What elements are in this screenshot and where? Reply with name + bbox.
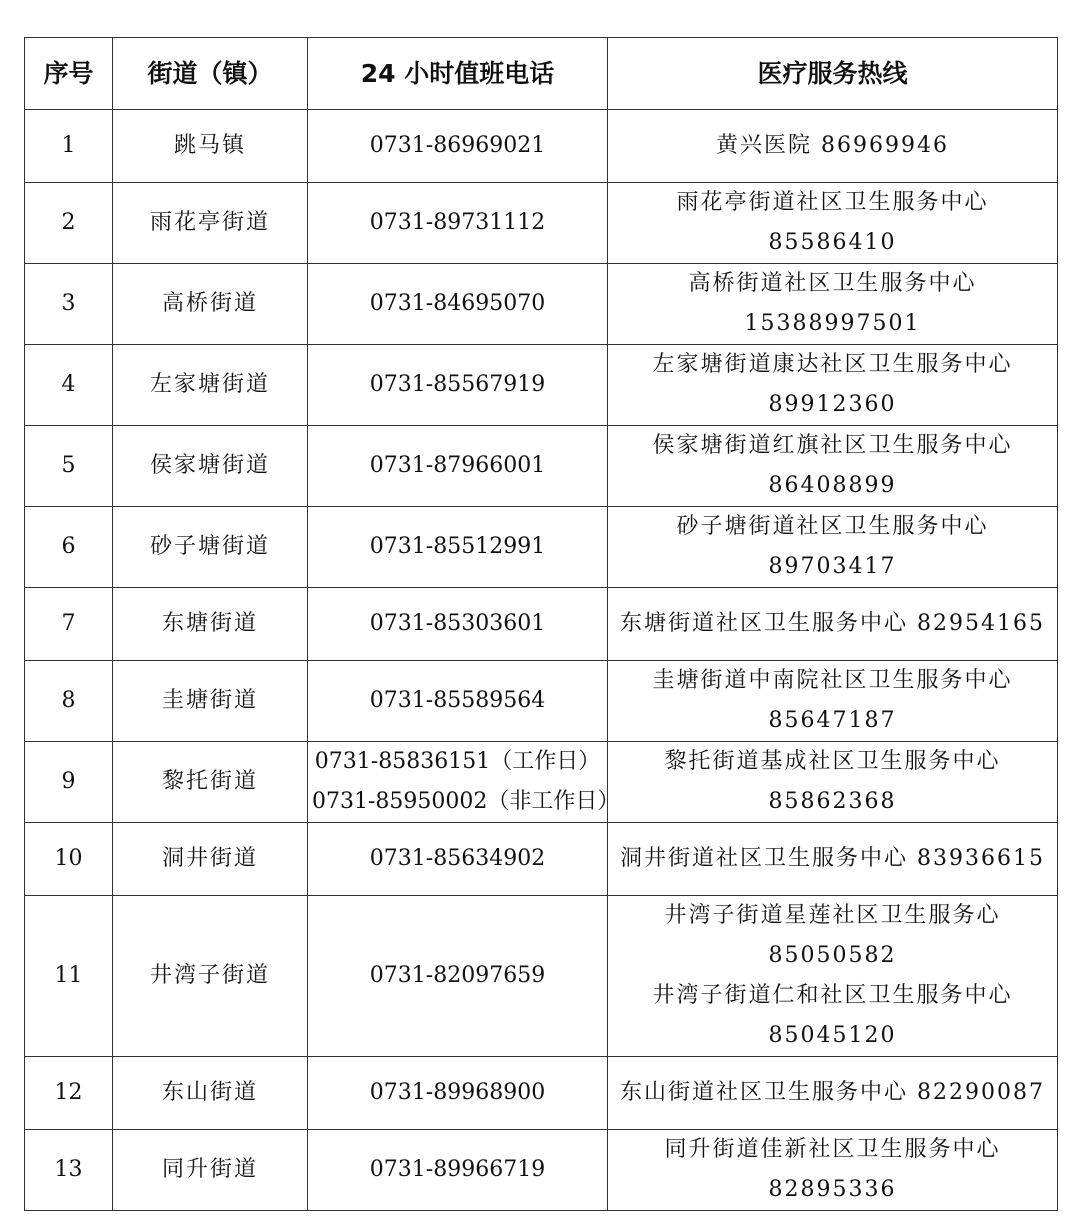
table-header-row (25, 38, 1058, 110)
table-row (25, 588, 1058, 661)
cell-hotline (608, 1057, 1058, 1130)
table-row (25, 1057, 1058, 1130)
cell-hotline (608, 183, 1058, 264)
hotline-line: 85045120 (768, 1023, 897, 1048)
hotline-line: 同升街道佳新社区卫生服务中心 (664, 1137, 1001, 1162)
table-row (25, 426, 1058, 507)
duty-phone-line: 0731-85567919 (369, 372, 546, 397)
cell-duty-phone (308, 264, 608, 345)
cell-duty-phone (308, 742, 620, 823)
duty-phone-line: 0731-89731112 (369, 210, 546, 235)
table-row (25, 183, 1058, 264)
hotline-line: 黄兴医院 86969946 (716, 133, 949, 158)
cell-street: 圭塘街道 (113, 661, 308, 742)
duty-phone-line: 0731-85950002（非工作日） (312, 789, 620, 814)
cell-duty-phone (308, 1130, 608, 1211)
hotline-line: 井湾子街道星莲社区卫生服务心 (664, 903, 1001, 928)
table-row (25, 823, 1058, 896)
table-row (25, 661, 1058, 742)
cell-street: 黎托街道 (113, 742, 308, 823)
cell-hotline (608, 823, 1058, 896)
hotline-line: 砂子塘街道社区卫生服务中心 (676, 514, 989, 539)
duty-phone-line: 0731-85303601 (369, 611, 546, 636)
hotline-line: 89703417 (768, 554, 897, 579)
cell-index: 5 (25, 426, 113, 507)
hotline-line: 85586410 (768, 230, 897, 255)
hotline-line: 黎托街道基成社区卫生服务中心 (664, 749, 1001, 774)
duty-phone-line: 0731-87966001 (369, 453, 546, 478)
duty-phone-line: 0731-85634902 (369, 846, 546, 871)
cell-duty-phone (308, 823, 608, 896)
hotline-line: 15388997501 (744, 311, 921, 336)
hotline-line: 左家塘街道康达社区卫生服务中心 (652, 352, 1013, 377)
cell-hotline (608, 110, 1058, 183)
cell-street: 砂子塘街道 (113, 507, 308, 588)
cell-hotline (608, 426, 1058, 507)
header-street: 街道（镇） (113, 38, 308, 110)
cell-street: 跳马镇 (113, 110, 308, 183)
hotline-line: 86408899 (768, 473, 897, 498)
hotline-line: 85647187 (768, 708, 897, 733)
cell-hotline (608, 661, 1058, 742)
cell-street: 东山街道 (113, 1057, 308, 1130)
cell-hotline (608, 1130, 1058, 1211)
cell-duty-phone (308, 110, 608, 183)
cell-index: 3 (25, 264, 113, 345)
hotline-line: 89912360 (768, 392, 897, 417)
cell-duty-phone (308, 345, 608, 426)
hotline-line: 85050582 (768, 943, 897, 968)
hotline-line: 东塘街道社区卫生服务中心 82954165 (620, 611, 1045, 636)
cell-street: 洞井街道 (113, 823, 308, 896)
header-hotline: 医疗服务热线 (608, 38, 1058, 110)
hotline-line: 82895336 (768, 1177, 897, 1202)
duty-phone-line: 0731-85836151（工作日） (314, 749, 601, 774)
cell-duty-phone (308, 426, 608, 507)
cell-duty-phone (308, 1057, 608, 1130)
document (24, 37, 1057, 1211)
cell-duty-phone (308, 183, 608, 264)
hotline-line: 井湾子街道仁和社区卫生服务中心 (652, 983, 1013, 1008)
table-body (25, 110, 1058, 1211)
duty-phone-line: 0731-84695070 (369, 291, 546, 316)
cell-index: 6 (25, 507, 113, 588)
cell-hotline (608, 742, 1058, 823)
duty-phone-line: 0731-85589564 (369, 688, 546, 713)
hotline-line: 雨花亭街道社区卫生服务中心 (676, 190, 989, 215)
cell-index: 11 (25, 896, 113, 1057)
cell-street: 侯家塘街道 (113, 426, 308, 507)
cell-street: 雨花亭街道 (113, 183, 308, 264)
cell-hotline (608, 345, 1058, 426)
table-row (25, 896, 1058, 1057)
cell-index: 10 (25, 823, 113, 896)
header-duty-phone: 24 小时值班电话 (308, 38, 608, 110)
cell-street: 高桥街道 (113, 264, 308, 345)
cell-index: 7 (25, 588, 113, 661)
cell-duty-phone (308, 507, 608, 588)
cell-index: 9 (25, 742, 113, 823)
cell-duty-phone (308, 588, 608, 661)
duty-phone-line: 0731-89968900 (369, 1080, 546, 1105)
cell-hotline (608, 896, 1058, 1057)
duty-phone-line: 0731-82097659 (369, 963, 546, 988)
cell-street: 东塘街道 (113, 588, 308, 661)
cell-hotline (608, 264, 1058, 345)
cell-index: 13 (25, 1130, 113, 1211)
duty-phone-line: 0731-89966719 (369, 1157, 546, 1182)
duty-phone-line: 0731-85512991 (369, 534, 546, 559)
cell-hotline (608, 507, 1058, 588)
hotline-line: 高桥街道社区卫生服务中心 (688, 271, 977, 296)
hotline-table (24, 37, 1058, 1211)
hotline-line: 85862368 (768, 789, 897, 814)
hotline-line: 洞井街道社区卫生服务中心 83936615 (620, 846, 1045, 871)
cell-duty-phone (308, 896, 608, 1057)
header-index: 序号 (25, 38, 113, 110)
cell-index: 2 (25, 183, 113, 264)
cell-index: 1 (25, 110, 113, 183)
table-row (25, 345, 1058, 426)
cell-hotline (608, 588, 1058, 661)
hotline-line: 东山街道社区卫生服务中心 82290087 (620, 1080, 1045, 1105)
table-row (25, 742, 1058, 823)
hotline-line: 圭塘街道中南院社区卫生服务中心 (652, 668, 1013, 693)
cell-duty-phone (308, 661, 608, 742)
cell-street: 左家塘街道 (113, 345, 308, 426)
table-row (25, 264, 1058, 345)
cell-street: 井湾子街道 (113, 896, 308, 1057)
duty-phone-line: 0731-86969021 (369, 133, 546, 158)
cell-index: 4 (25, 345, 113, 426)
table-row (25, 507, 1058, 588)
table-row (25, 110, 1058, 183)
hotline-line: 侯家塘街道红旗社区卫生服务中心 (652, 433, 1013, 458)
cell-index: 12 (25, 1057, 113, 1130)
cell-index: 8 (25, 661, 113, 742)
table-row (25, 1130, 1058, 1211)
cell-street: 同升街道 (113, 1130, 308, 1211)
